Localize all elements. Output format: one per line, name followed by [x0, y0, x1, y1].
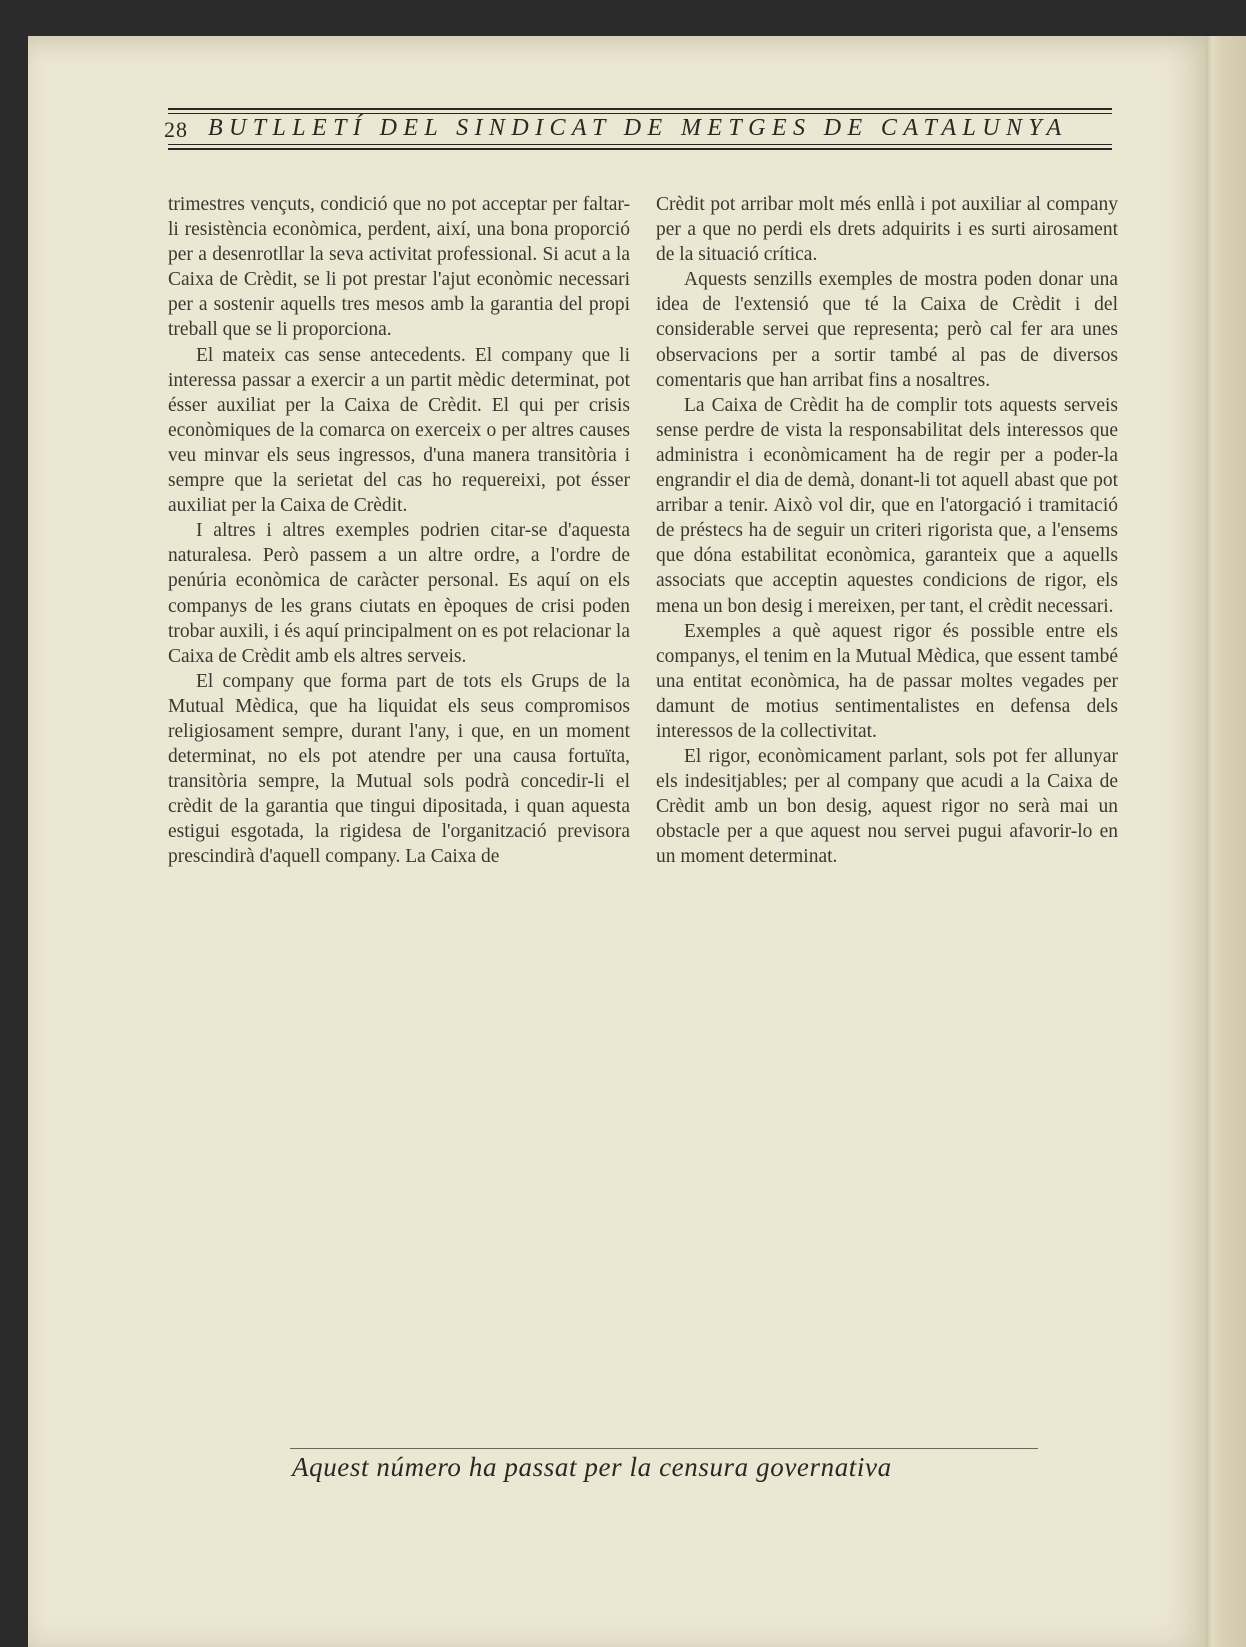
footer-rule — [290, 1448, 1038, 1449]
left-column — [168, 192, 630, 870]
paragraph: La Caixa de Crèdit ha de complir tots aquests serveis sense perdre de vista la responsabilitat dels interessos que administra i econòmicament ha de regir per a poder-la engrandir el dia de demà, donant-li tot aquell abast que pot arribar a tenir. Això vol dir, que en l'atorgació i tramitació de préstecs ha de seguir un criteri rigorista que, a l'ensems que dóna estabilitat econòmica, garanteix que a aquells associats que acceptin aquestes condicions de rigor, els mena un bon desig i mereixen, per tant, el crèdit necessari. — [656, 394, 1118, 617]
running-header — [164, 104, 1112, 166]
page-edge — [1206, 36, 1246, 1647]
paragraph: trimestres vençuts, condició que no pot acceptar per faltar-li resistència econòmica, perdent, així, una bona proporció per a desenrotllar la seva activitat professional. Si acut a la Caixa de Crèdit, se li pot prestar l'ajut econòmic necessari per a sostenir aquells tres mesos amb la garantia del propi treball que se li proporciona. — [168, 194, 630, 341]
paragraph: I altres i altres exemples podrien citar-se d'aquesta naturalesa. Però passem a un altre ordre, a l'ordre de penúria econòmica de caràcter personal. Es aquí on els companys de les grans ciutats en èpoques de crisi poden trobar auxili, i és aquí principalment on es pot relacionar la Caixa de Crèdit amb els altres serveis. — [168, 520, 630, 667]
header-rule-top-thin — [168, 113, 1112, 114]
paragraph: Exemples a què aquest rigor és possible entre els companys, el tenim en la Mutual Mèdica, que essent també una entitat econòmica, ha de passar moltes vegades per damunt de motius sentimentalistes en defensa dels interessos de la collectivitat. — [656, 620, 1118, 742]
page-number: 28 — [164, 117, 188, 142]
paragraph: El company que forma part de tots els Grups de la Mutual Mèdica, que ha liquidat els seus compromisos religiosament sempre, durant l'any, i que, en un moment determinat, no els pot atendre per una causa fortuïta, transitòria sempre, la Mutual sols podrà concedir-li el crèdit de la garantia que tingui dipositada, i quan aquesta estigui esgotada, la rigidesa de l'organització previsora prescindirà d'aquell company. La Caixa de — [168, 670, 630, 868]
header-rule-bottom — [168, 148, 1112, 150]
running-title: BUTLLETÍ DEL SINDICAT DE METGES DE CATALUNYA — [208, 115, 1068, 141]
paragraph: El mateix cas sense antecedents. El company que li interessa passar a exercir a un partit mèdic determinat, pot ésser auxiliat per la Caixa de Crèdit. El qui per crisis econòmiques de la comarca on exerceix o per altres causes veu minvar els seus ingressos, d'una manera transitòria i sempre que la serietat del cas ho requereixi, pot ésser auxiliat per la Caixa de Crèdit. — [168, 344, 630, 517]
header-rule-top — [168, 108, 1112, 110]
censorship-note: Aquest número ha passat per la censura governativa — [292, 1452, 892, 1482]
paragraph: El rigor, econòmicament parlant, sols pot fer allunyar els indesitjables; per al company que acudi a la Caixa de Crèdit amb un bon desig, aquest rigor no serà mai un obstacle per a que aquest nou servei pugui afavorir-lo en un moment determinat. — [656, 746, 1118, 868]
paragraph: Crèdit pot arribar molt més enllà i pot auxiliar al company per a que no perdi els drets adquirits i es surti airosament de la situació crítica. — [656, 194, 1118, 266]
header-rule-bottom-thin — [168, 144, 1112, 145]
paragraph: Aquests senzills exemples de mostra poden donar una idea de l'extensió que té la Caixa de Crèdit i del considerable servei que representa; però cal fer ara unes observacions per a sortir també al pas de diversos comentaris que han arribat fins a nosaltres. — [656, 269, 1118, 391]
right-column — [656, 192, 1118, 870]
